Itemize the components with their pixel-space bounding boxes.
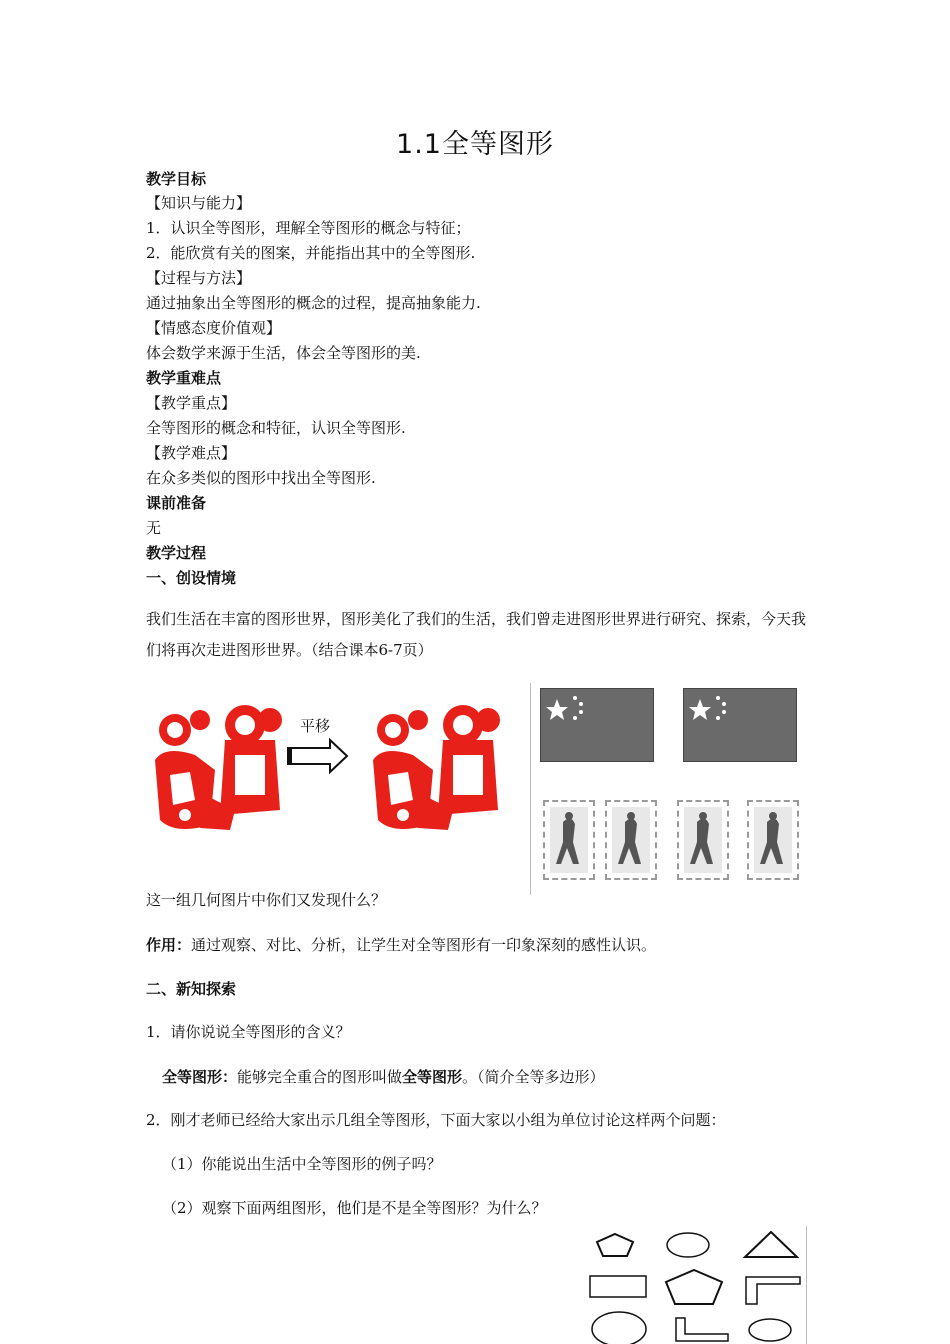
shapes-divider [806,1226,807,1344]
observation-question: 这一组几何图片中你们又发现什么？ [146,891,387,909]
athlete-icon [679,802,727,878]
purpose-text: 通过观察、对比、分析，让学生对全等图形有一印象深刻的感性认识。 [191,936,657,954]
page-title: 1.1全等图形 [396,129,554,160]
focus-heading: 【教学重点】 [146,394,237,412]
stamp-image-1 [543,800,595,880]
definition-term: 全等图形 [402,1068,463,1086]
focus-item: 全等图形的概念和特征，认识全等图形. [146,419,406,437]
triangle-shape [745,1232,797,1257]
difficulty-heading: 【教学难点】 [146,444,237,462]
difficulty-item: 在众多类似的图形中找出全等图形. [146,469,376,487]
rectangle-shape [590,1276,646,1297]
objectives-heading: 教学目标 [146,170,207,188]
item-1: 1．请你说说全等图形的含义？ [146,1023,351,1041]
athlete-icon [749,802,797,878]
knowledge-heading: 【知识与能力】 [146,194,252,212]
papercut-translation-figure [140,695,510,845]
definition-text-b: 。（简介全等多边形） [462,1068,605,1086]
stamp-image-3 [677,800,729,880]
process-method-item: 通过抽象出全等图形的概念的过程，提高抽象能力. [146,294,481,312]
section1-paragraph: 我们生活在丰富的图形世界，图形美化了我们的生活，我们曾走进图形世界进行研究、探索，今天我们将再次走进图形世界。（结合课本6-7页） [146,610,807,659]
stamp-image-2 [605,800,657,880]
definition-text-a: 能够完全重合的图形叫做 [237,1068,403,1086]
sub-question-2: （2）观察下面两组图形，他们是不是全等图形？为什么？ [162,1199,547,1217]
translation-label: 平移 [300,717,331,735]
section2-heading: 二、新知探索 [146,980,237,998]
star-icon [684,689,796,761]
item-2: 2．刚才老师已经给大家出示几组全等图形，下面大家以小组为单位讨论这样两个问题： [146,1111,726,1129]
large-pentagon-shape [666,1270,722,1304]
process-method-heading: 【过程与方法】 [146,269,252,287]
papercut-image-right [373,705,500,830]
athlete-icon [545,802,593,878]
emotion-item: 体会数学来源于生活，体会全等图形的美. [146,344,421,362]
knowledge-item-2: 2．能欣赏有关的图案，并能指出其中的全等图形. [146,244,476,262]
preparation-content: 无 [146,519,162,537]
sub-question-1: （1）你能说出生活中全等图形的例子吗？ [162,1155,442,1173]
translation-arrow-icon [288,740,347,772]
stamp-image-4 [747,800,799,880]
purpose-line [146,935,656,955]
papercut-image-left [145,705,290,835]
figure-divider [530,683,531,895]
emotion-heading: 【情感态度价值观】 [146,319,282,337]
section1-heading: 一、创设情境 [146,569,237,587]
l-shape-upper [746,1277,800,1304]
star-icon [541,689,653,761]
key-points-heading: 教学重难点 [146,369,222,387]
knowledge-item-1: 1．认识全等图形，理解全等图形的概念与特征； [146,219,471,237]
process-heading: 教学过程 [146,544,207,562]
athlete-icon [607,802,655,878]
flag-image-left [540,688,654,762]
shapes-figure [585,1226,805,1344]
l-shape-lower [676,1318,728,1341]
definition-line [162,1067,605,1087]
medium-ellipse-shape [749,1319,791,1341]
purpose-label: 作用： [146,936,192,954]
preparation-heading: 课前准备 [146,494,207,512]
small-ellipse-shape [667,1233,709,1257]
definition-label: 全等图形： [162,1068,238,1086]
flag-image-right [683,688,797,762]
large-ellipse-shape [592,1312,646,1344]
small-pentagon-shape [597,1234,633,1256]
